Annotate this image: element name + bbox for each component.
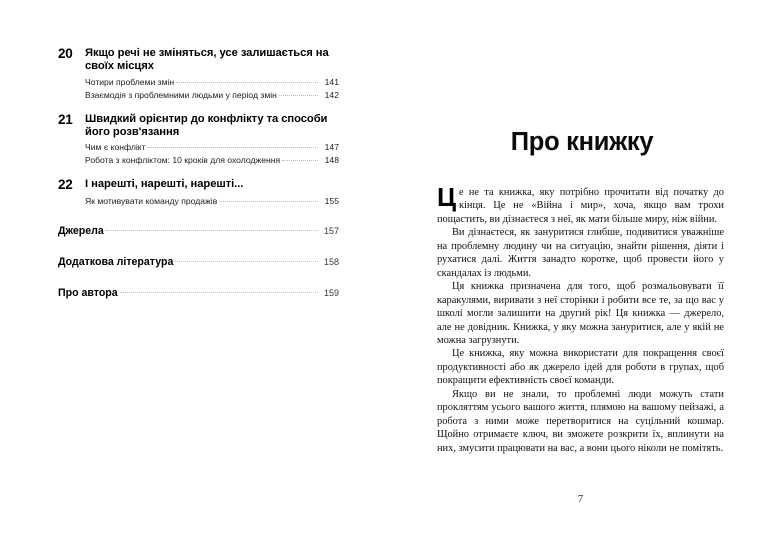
toc-section-page: 155	[324, 195, 339, 206]
toc-section-label: Взаємодія з проблемними людьми у період змін	[85, 89, 277, 100]
toc-chapter-heading	[58, 47, 339, 74]
toc-section-label: Робота з конфліктом: 10 кроків для охолодження	[85, 155, 281, 166]
toc-backmatter-entry[interactable]	[58, 286, 339, 300]
toc-section-entry[interactable]	[85, 141, 339, 154]
toc-section-list	[85, 195, 339, 208]
toc-section-entry[interactable]	[85, 154, 339, 167]
dot-leader	[279, 94, 318, 96]
dot-leader	[282, 159, 318, 161]
toc-backmatter-entry[interactable]	[58, 255, 339, 269]
toc-chapter-number: 21	[58, 111, 73, 127]
toc-chapter-number: 20	[58, 46, 73, 61]
dot-leader	[176, 81, 318, 83]
paragraph: Якщо ви не знали, то проблемні люди можуть стати прокляттям усього вашого життя, плямою на вашому пейзажі, а робота з ними може перетворитися на суцільний кошмар. Щойно отримаєте ключ, ви зможете розкрити їх, вплинути на них, змусити працювати на вас, а вони цього ніколи не помітять.	[437, 388, 724, 454]
toc-section-label: Як мотивувати команду продажів	[85, 195, 218, 206]
dot-leader	[120, 291, 318, 293]
toc-backmatter-page: 158	[323, 256, 339, 267]
toc-backmatter-label: Джерела	[58, 224, 104, 237]
toc-section-page: 142	[324, 89, 339, 100]
toc-backmatter-page: 159	[323, 287, 339, 298]
toc-chapter[interactable]	[58, 113, 339, 168]
toc-backmatter-label: Додаткова література	[58, 255, 174, 268]
paragraph: Це книжка, яку можна використати для покращення своєї продуктивності або як джерело ідей для роботи в групах, щоб покращити ефективність своєї команди.	[437, 348, 724, 387]
page-title: Про книжку	[510, 128, 654, 156]
dot-leader	[106, 229, 318, 231]
toc-backmatter-page: 157	[323, 225, 339, 236]
toc-chapter-title: І нарешті, нарешті, нарешті...	[85, 178, 244, 191]
toc-section-entry[interactable]	[85, 195, 339, 208]
table-of-contents	[58, 47, 339, 317]
toc-backmatter-entry[interactable]	[58, 224, 339, 238]
toc-section-page: 141	[324, 76, 339, 87]
dot-leader	[219, 200, 318, 202]
toc-section-page: 148	[324, 155, 339, 166]
body-text	[437, 182, 724, 455]
dot-leader	[148, 146, 318, 148]
toc-chapter[interactable]	[58, 47, 339, 102]
paragraph-text: е не та книжка, яку потрібно прочитати від початку до кінця. Це не «Війна і мир», хоча, якщо вам трохи пощастить, ви дізнаєтеся з неї, як мати більше миру, ніж війни.	[437, 187, 724, 225]
toc-chapter-number: 22	[58, 177, 73, 193]
toc-chapter-title: Швидкий орієнтир до конфлікту та способи його розв'язання	[85, 112, 328, 138]
toc-section-page: 147	[324, 142, 339, 153]
page-number: 7	[577, 494, 584, 505]
toc-chapter-heading	[58, 113, 339, 140]
paragraph: Ви дізнаєтеся, як зануритися глибше, подивитися уважніше на проблемну людину чи на ситуацію, знайти рішення, діяти і рухатися далі. Життя занадто коротке, щоб провести його у скандалах із людьми.	[437, 227, 724, 279]
toc-section-label: Чим є конфлікт	[85, 142, 146, 153]
toc-section-entry[interactable]	[85, 76, 339, 89]
chapter-opener-page	[384, 0, 768, 547]
toc-section-entry[interactable]	[85, 89, 339, 102]
toc-section-label: Чотири проблеми змін	[85, 76, 175, 87]
toc-section-list	[85, 76, 339, 102]
dot-leader	[175, 260, 318, 262]
toc-backmatter-list	[58, 224, 339, 300]
toc-chapter[interactable]	[58, 178, 339, 208]
drop-cap: Ц	[437, 182, 456, 212]
toc-chapter-title: Якщо речі не зміняться, усе залишається на своїх місцях	[85, 47, 329, 73]
paragraph	[437, 182, 724, 226]
paragraph: Ця книжка призначена для того, щоб розмальовувати її каракулями, виривати з неї сторінки і робити все те, за що вас у школі могли залишити на другий рік! Ця книжка — джерело, але не довідник. Книжка, у яку можна зануритися, але у якій не можна загрузнути.	[437, 281, 724, 346]
toc-section-list	[85, 141, 339, 167]
toc-backmatter-label: Про автора	[58, 286, 118, 299]
toc-chapter-heading	[58, 178, 339, 193]
